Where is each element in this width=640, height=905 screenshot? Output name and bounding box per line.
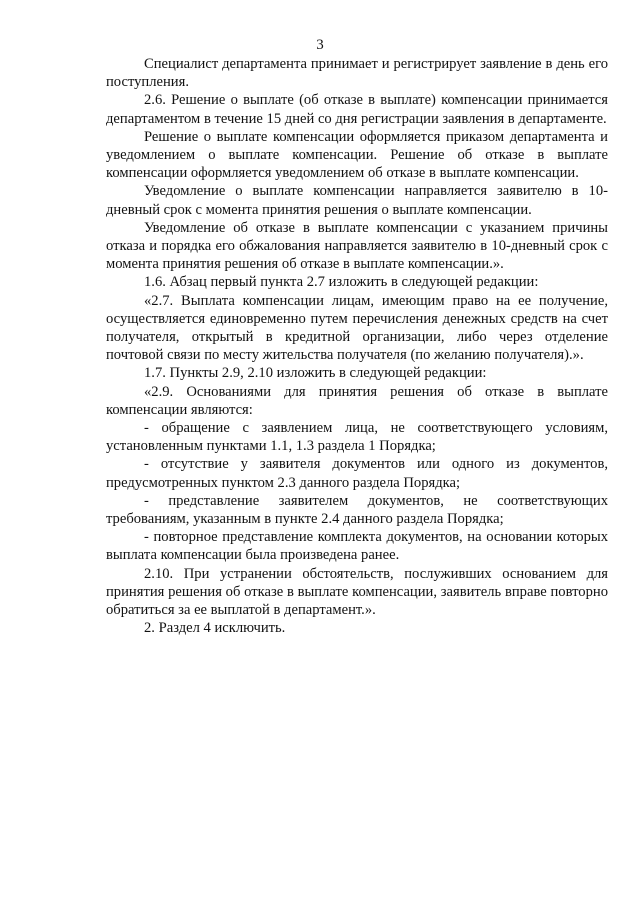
paragraph: 1.6. Абзац первый пункта 2.7 изложить в следующей редакции: — [144, 274, 539, 291]
paragraph: 2. Раздел 4 исключить. — [144, 620, 286, 637]
list-item: - повторное представление комплекта документов, на основании которых выплата компенсации была произведена ранее. — [106, 529, 608, 564]
paragraph: Решение о выплате компенсации оформляется приказом департамента и уведомлением о выплате компенсации. Решение об отказе в выплате компенсации оформляется уведомлением об отказе в выплате компенсации. — [106, 128, 608, 182]
paragraph: 2.10. При устранении обстоятельств, послуживших основанием для принятия решения об отказе в выплате компенсации, заявитель вправе повторно обратиться за ее выплатой в департамент.». — [106, 565, 608, 619]
paragraph: Специалист департамента принимает и регистрирует заявление в день его поступления. — [106, 56, 608, 91]
list-item: - представление заявителем документов, не соответствующих требованиям, указанным в пункте 2.4 данного раздела Порядка; — [106, 492, 608, 528]
paragraph: 1.7. Пункты 2.9, 2.10 изложить в следующей редакции: — [144, 365, 487, 382]
paragraph: «2.7. Выплата компенсации лицам, имеющим право на ее получение, осуществляется единовременно путем перечисления денежных средств на счет получателя, открытый в кредитной организации, либо через отделение почтовой связи по месту жительства получателя (по желанию получателя).». — [106, 292, 608, 364]
list-item: - отсутствие у заявителя документов или одного из документов, предусмотренных пунктом 2.3 данного раздела Порядка; — [106, 456, 608, 491]
paragraph: 2.6. Решение о выплате (об отказе в выплате) компенсации принимается департаментом в течение 15 дней со дня регистрации заявления в департаменте. — [106, 92, 608, 127]
paragraph: Уведомление о выплате компенсации направляется заявителю в 10-дневный срок с момента принятия решения о выплате компенсации. — [106, 183, 608, 218]
page-number: 3 — [316, 37, 324, 53]
paragraph: Уведомление об отказе в выплате компенсации с указанием причины отказа и порядка его обжалования направляется заявителю в 10-дневный срок с момента принятия решения об отказе в выплате компенсации.». — [106, 219, 608, 273]
paragraph: «2.9. Основаниями для принятия решения об отказе в выплате компенсации являются: — [106, 383, 608, 418]
list-item: - обращение с заявлением лица, не соответствующего условиям, установленным пунктами 1.1, 1.3 раздела 1 Порядка; — [106, 420, 608, 455]
document-body — [106, 55, 608, 638]
